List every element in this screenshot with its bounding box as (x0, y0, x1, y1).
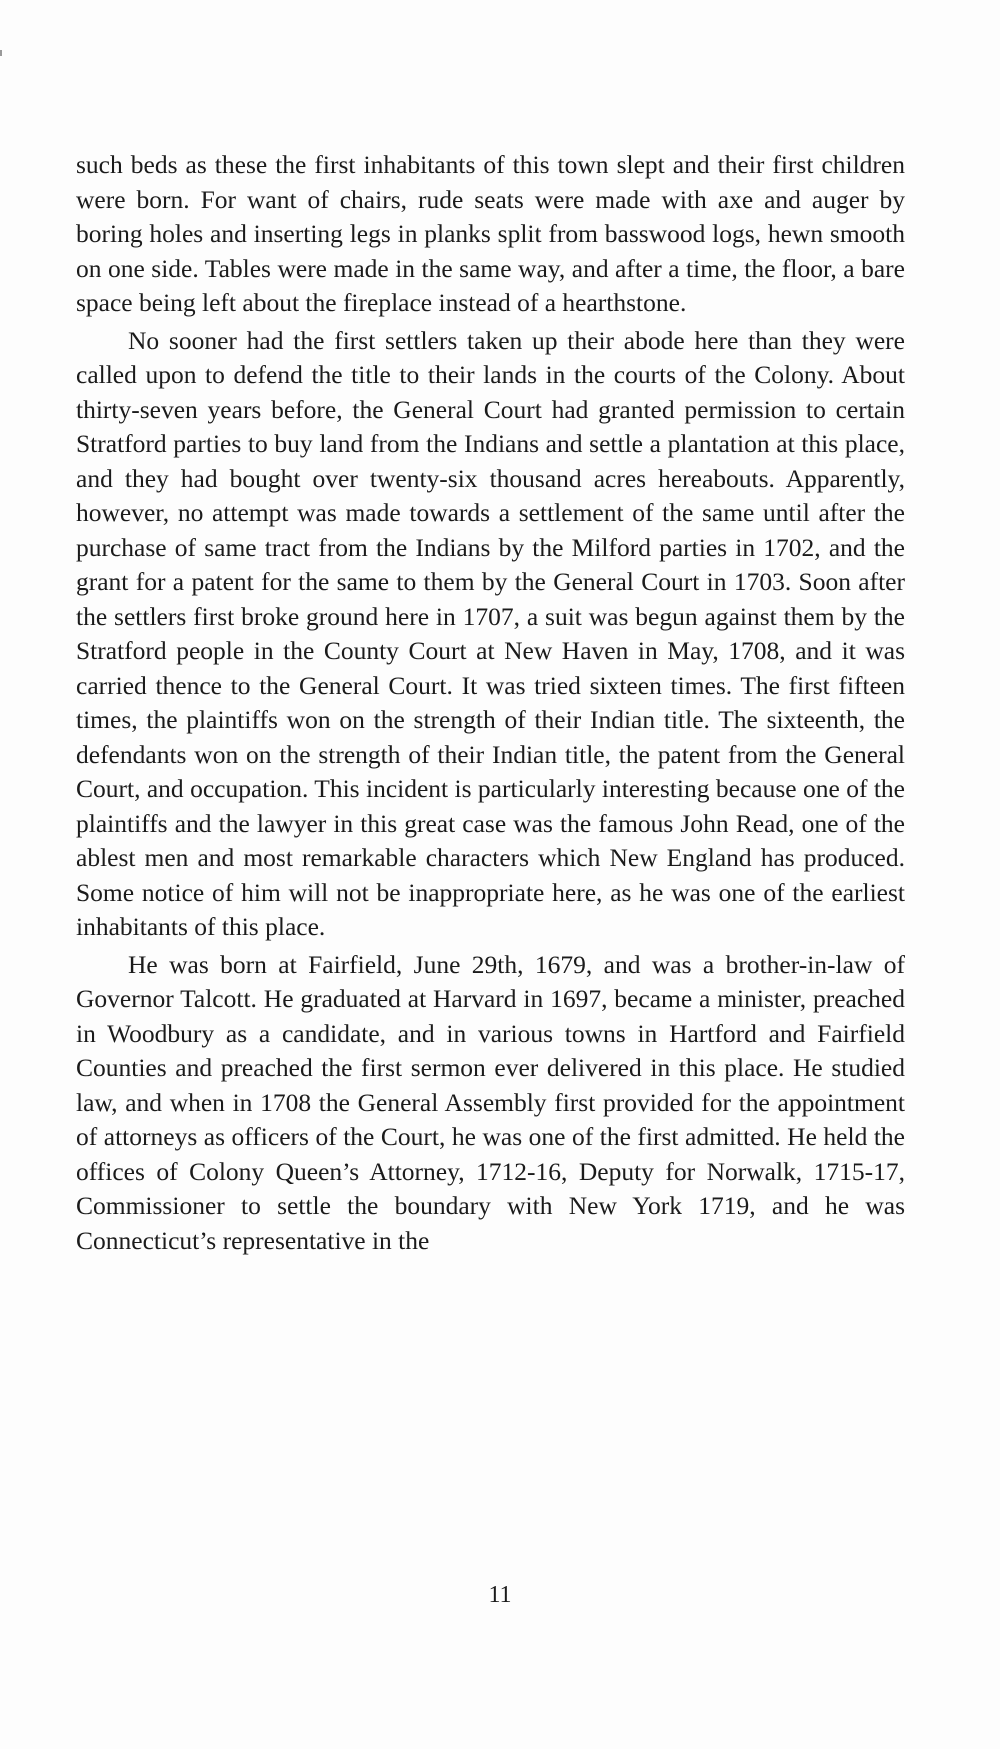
scan-edge-mark (0, 50, 2, 56)
page-number: 11 (488, 1582, 512, 1608)
paragraph-continued: such beds as these the first inhabitants of this town slept and their first children were born. For want of chairs, rude seats were made with axe and auger by boring holes and inserting legs in planks split from basswood logs, hewn smooth on one side. Tables were made in the same way, and after a time, the floor, a bare space being left about the fireplace instead of a hearthstone. (76, 150, 905, 317)
body-text (76, 148, 905, 1261)
paragraph-settlers-lawsuit: No sooner had the first settlers taken up their abode here than they were called upon to defend the title to their lands in the courts of the Colony. About thirty-seven years before, the General Court had granted permission to certain Stratford parties to buy land from the Indians and settle a plantation at this place, and they had bought over twenty-six thousand acres hereabouts. Apparently, however, no attempt was made towards a settlement of the same until after the purchase of same tract from the Indians by the Milford parties in 1702, and the grant for a patent for the same to them by the General Court in 1703. Soon after the settlers first broke ground here in 1707, a suit was begun against them by the Stratford people in the County Court at New Haven in May, 1708, and it was carried thence to the General Court. It was tried sixteen times. The first fifteen times, the plaintiffs won on the strength of their Indian title. The sixteenth, the defendants won on the strength of their Indian title, the patent from the General Court, and occupation. This incident is particularly interesting because one of the plaintiffs and the lawyer in this great case was the famous John Read, one of the ablest men and most remarkable characters which New England has produced. Some notice of him will not be inappropriate here, as he was one of the earliest inhabitants of this place. (76, 325, 905, 941)
paragraph-john-read: He was born at Fairfield, June 29th, 1679, and was a brother-in-law of Governor Talcott. He graduated at Harvard in 1697, became a minister, preached in Woodbury as a candidate, and in various towns in Hartford and Fairfield Counties and preached the first sermon ever delivered in this place. He studied law, and when in 1708 the General Assembly first provided for the appointment of attorneys as officers of the Court, he was one of the first admitted. He held the offices of Colony Queen’s Attorney, 1712-16, Deputy for Norwalk, 1715-17, Commissioner to settle the boundary with New York 1719, and he was Connecticut’s representative in the (76, 949, 905, 1255)
